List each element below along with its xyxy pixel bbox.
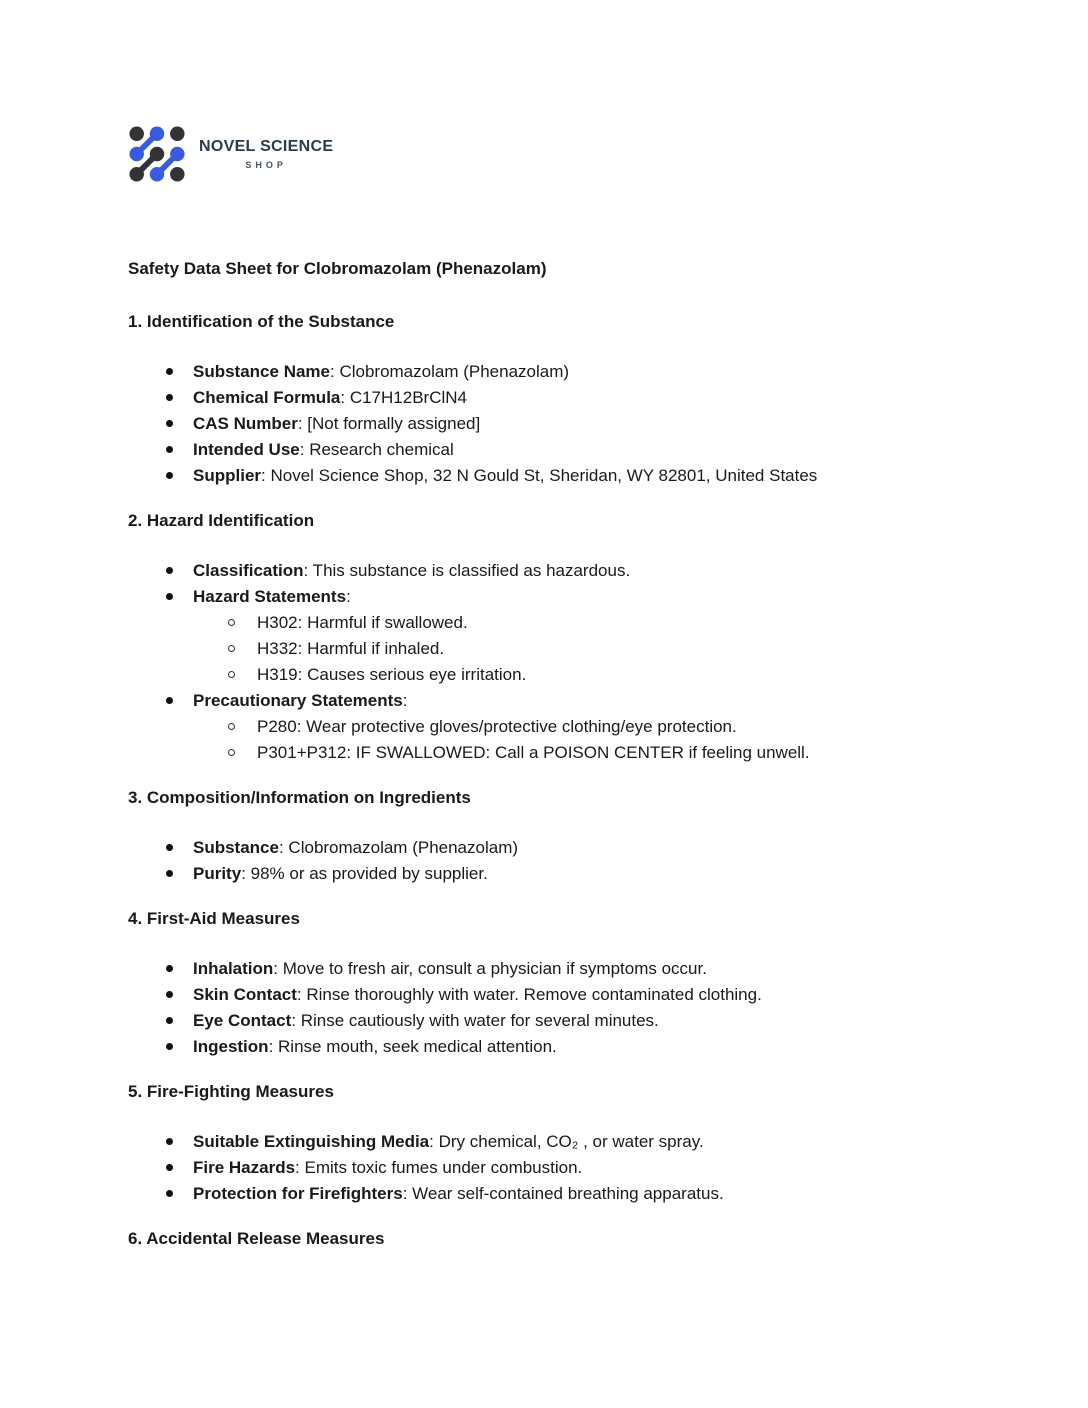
list-item	[193, 1129, 968, 1155]
company-logo	[128, 124, 968, 184]
item-label: Skin Contact	[193, 985, 297, 1004]
sub-bullet-list	[193, 610, 968, 688]
item-label: Supplier	[193, 466, 262, 485]
item-text: : Move to fresh air, consult a physician if symptoms occur.	[273, 959, 707, 978]
item-label: Classification	[193, 561, 304, 580]
item-text: : Rinse mouth, seek medical attention.	[268, 1037, 557, 1056]
item-label: Protection for Firefighters	[193, 1184, 403, 1203]
item-text: :	[402, 691, 408, 710]
bullet-list	[128, 1129, 968, 1207]
section-heading: 6. Accidental Release Measures	[128, 1229, 385, 1248]
item-text: : C17H12BrClN4	[340, 388, 467, 407]
item-label: Hazard Statements	[193, 587, 347, 606]
list-item	[193, 359, 968, 385]
document-sections	[128, 311, 968, 1250]
sub-list-item: H319: Causes serious eye irritation.	[257, 662, 968, 688]
list-item	[193, 411, 968, 437]
list-item	[193, 1181, 968, 1207]
logo-brand-name: NOVEL SCIENCE	[199, 137, 334, 155]
item-text: : Wear self-contained breathing apparatus.	[402, 1184, 724, 1203]
item-label: Substance Name	[193, 362, 330, 381]
item-label: Chemical Formula	[193, 388, 341, 407]
item-text: : [Not formally assigned]	[297, 414, 481, 433]
item-label: Fire Hazards	[193, 1158, 296, 1177]
item-text: : This substance is classified as hazardous.	[303, 561, 631, 580]
bullet-list	[128, 956, 968, 1060]
logo-tagline: SHOP	[245, 159, 287, 170]
sub-list-item: H302: Harmful if swallowed.	[257, 610, 968, 636]
section	[128, 1081, 968, 1207]
list-item	[193, 385, 968, 411]
item-text: : Research chemical	[299, 440, 454, 459]
item-label: Precautionary Statements	[193, 691, 403, 710]
list-item	[193, 861, 968, 887]
item-label: Ingestion	[193, 1037, 269, 1056]
item-label: Inhalation	[193, 959, 274, 978]
logo-text	[199, 138, 333, 171]
section	[128, 1228, 968, 1250]
list-item	[193, 584, 968, 688]
section	[128, 311, 968, 489]
item-text: : Rinse cautiously with water for several minutes.	[291, 1011, 659, 1030]
item-label: Purity	[193, 864, 242, 883]
section-heading: 5. Fire-Fighting Measures	[128, 1082, 334, 1101]
section-heading: 4. First-Aid Measures	[128, 909, 300, 928]
section-heading: 2. Hazard Identification	[128, 511, 315, 530]
list-item	[193, 463, 968, 489]
item-label: Eye Contact	[193, 1011, 292, 1030]
item-label: CAS Number	[193, 414, 298, 433]
item-text: : Dry chemical, CO₂ , or water spray.	[429, 1132, 704, 1151]
item-text: :	[346, 587, 351, 606]
sub-bullet-list	[193, 714, 968, 766]
sub-list-item: H332: Harmful if inhaled.	[257, 636, 968, 662]
list-item	[193, 558, 968, 584]
list-item	[193, 437, 968, 463]
section	[128, 908, 968, 1060]
item-text: : 98% or as provided by supplier.	[241, 864, 488, 883]
item-text: : Clobromazolam (Phenazolam)	[330, 362, 570, 381]
item-label: Substance	[193, 838, 279, 857]
item-text: : Emits toxic fumes under combustion.	[295, 1158, 583, 1177]
item-text: : Clobromazolam (Phenazolam)	[278, 838, 519, 857]
list-item	[193, 1155, 968, 1181]
sub-list-item: P301+P312: IF SWALLOWED: Call a POISON CENTER if feeling unwell.	[257, 740, 968, 766]
list-item	[193, 835, 968, 861]
logo-dots-icon	[128, 125, 186, 183]
section	[128, 510, 968, 766]
section-heading: 3. Composition/Information on Ingredients	[128, 788, 471, 807]
item-label: Intended Use	[193, 440, 300, 459]
bullet-list	[128, 359, 968, 489]
section-heading: 1. Identification of the Substance	[128, 312, 395, 331]
list-item	[193, 956, 968, 982]
section	[128, 787, 968, 887]
item-text: : Novel Science Shop, 32 N Gould St, Sheridan, WY 82801, United States	[261, 466, 818, 485]
bullet-list	[128, 835, 968, 887]
list-item	[193, 1008, 968, 1034]
bullet-list	[128, 558, 968, 766]
list-item	[193, 1034, 968, 1060]
document-title: Safety Data Sheet for Clobromazolam (Phenazolam)	[128, 259, 547, 278]
item-label: Suitable Extinguishing Media	[193, 1132, 430, 1151]
sub-list-item: P280: Wear protective gloves/protective clothing/eye protection.	[257, 714, 968, 740]
list-item	[193, 982, 968, 1008]
item-text: : Rinse thoroughly with water. Remove contaminated clothing.	[296, 985, 762, 1004]
list-item	[193, 688, 968, 766]
